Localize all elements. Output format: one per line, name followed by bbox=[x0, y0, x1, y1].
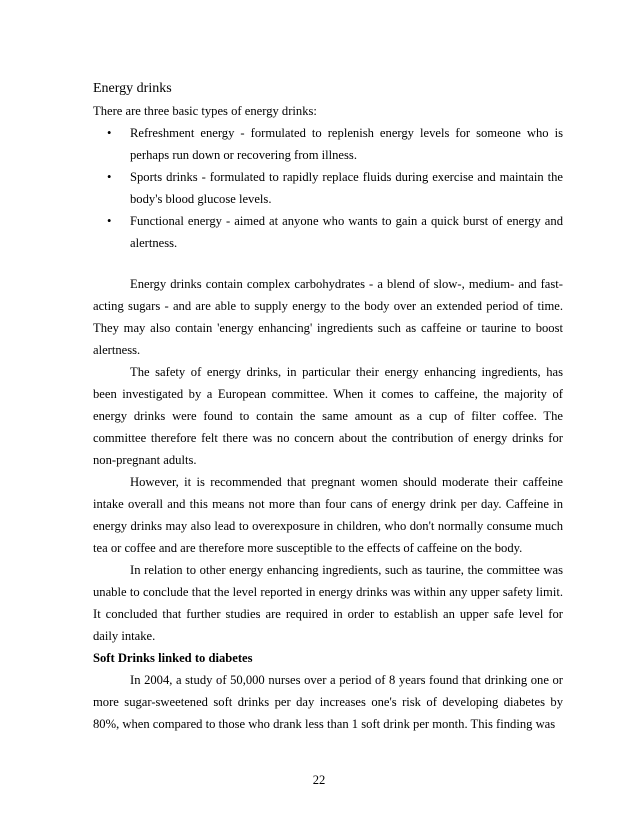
intro-text: There are three basic types of energy drinks: bbox=[93, 104, 317, 118]
list-item-text: Functional energy - aimed at anyone who wants to gain a quick burst of energy and alertness. bbox=[130, 214, 563, 250]
body-paragraph: However, it is recommended that pregnant women should moderate their caffeine intake overall and this means not more than four cans of energy drink per day. Caffeine in energy drinks may also lead to overexposure in children, who don't normally consume much tea or coffee and are therefore more susceptible to the effects of caffeine on the body. bbox=[93, 475, 563, 555]
subsection-heading: Soft Drinks linked to diabetes bbox=[93, 651, 253, 665]
bullet-icon: • bbox=[107, 170, 112, 184]
bullet-icon: • bbox=[107, 126, 112, 140]
spacer bbox=[93, 254, 563, 273]
list-item bbox=[93, 122, 563, 166]
energy-drink-types-list bbox=[93, 122, 563, 254]
section-heading: Energy drinks bbox=[93, 81, 172, 96]
list-item-text: Refreshment energy - formulated to replenish energy levels for someone who is perhaps run down or recovering from illness. bbox=[130, 126, 563, 162]
bullet-icon: • bbox=[107, 214, 112, 228]
list-item bbox=[93, 166, 563, 210]
page-content bbox=[93, 78, 563, 735]
body-paragraph: Energy drinks contain complex carbohydrates - a blend of slow-, medium- and fast-acting sugars - and are able to supply energy to the body over an extended period of time. They may also contain 'energy enhancing' ingredients such as caffeine or taurine to boost alertness. bbox=[93, 277, 563, 357]
body-paragraph: In 2004, a study of 50,000 nurses over a period of 8 years found that drinking one or more sugar-sweetened soft drinks per day increases one's risk of developing diabetes by 80%, when compared to those who drank less than 1 soft drink per month. This finding was bbox=[93, 673, 563, 731]
list-item bbox=[93, 210, 563, 254]
body-paragraph: In relation to other energy enhancing ingredients, such as taurine, the committee was unable to conclude that the level reported in energy drinks was within any upper safety limit. It concluded that further studies are required in order to establish an upper safe level for daily intake. bbox=[93, 563, 563, 643]
list-item-text: Sports drinks - formulated to rapidly replace fluids during exercise and maintain the body's blood glucose levels. bbox=[130, 170, 563, 206]
page-number: 22 bbox=[312, 773, 326, 787]
body-paragraph: The safety of energy drinks, in particular their energy enhancing ingredients, has been investigated by a European committee. When it comes to caffeine, the majority of energy drinks were found to contain the same amount as a cup of filter coffee. The committee therefore felt there was no concern about the contribution of energy drinks for non-pregnant adults. bbox=[93, 365, 563, 467]
